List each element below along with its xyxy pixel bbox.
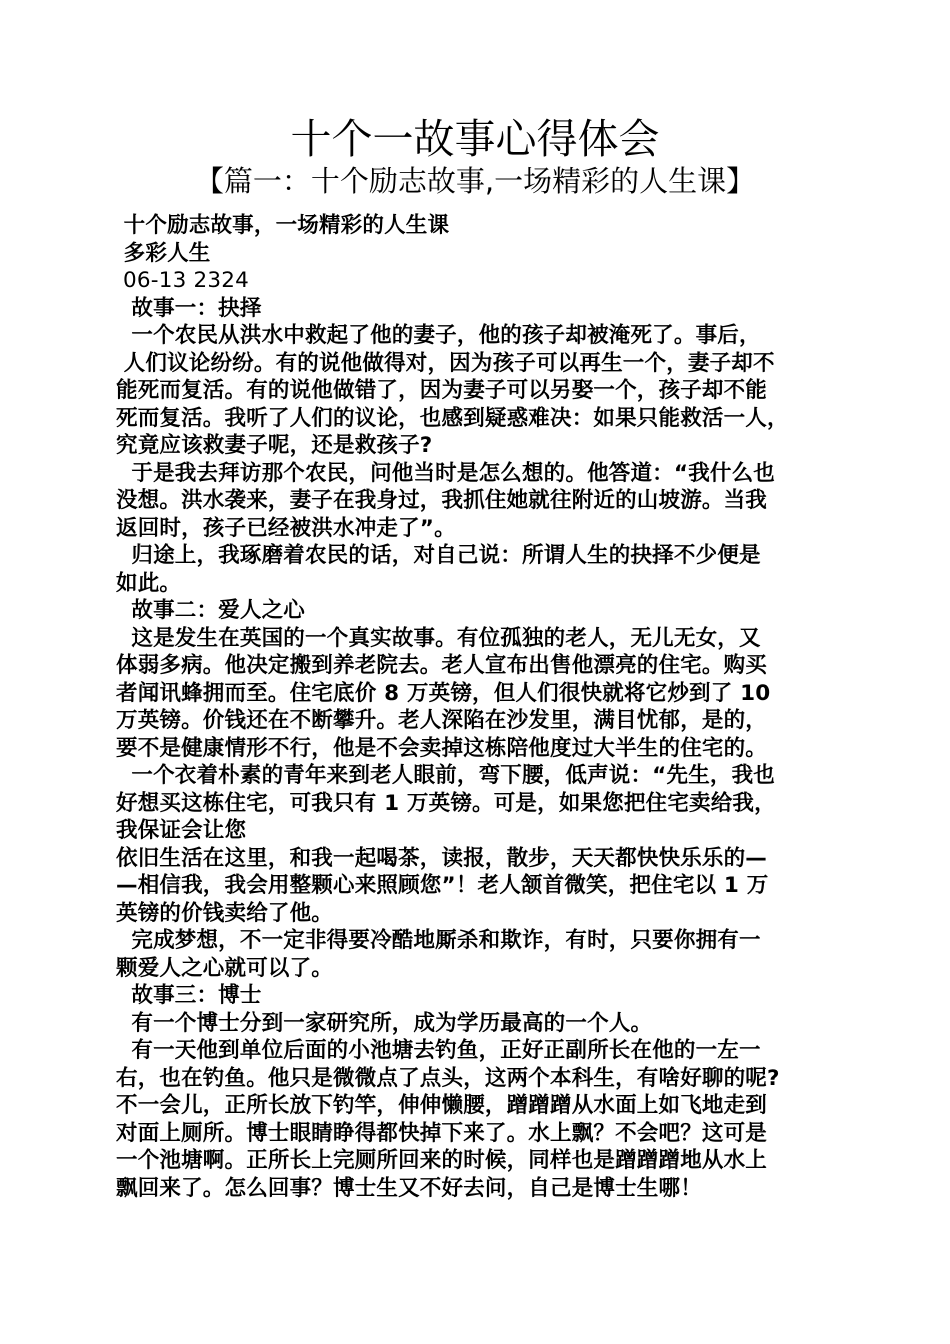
article-heading: 十个励志故事，一场精彩的人生课 bbox=[116, 213, 450, 238]
text-line: 一个衣着朴素的青年来到老人眼前，弯下腰，低声说：“先生，我也 bbox=[116, 763, 776, 788]
text-line: 不一会儿，正所长放下钓竿，伸伸懒腰，蹭蹭蹭从水面上如飞地走到 bbox=[116, 1093, 768, 1118]
text-line: 人们议论纷纷。有的说他做得对，因为孩子可以再生一个，妻子却不 bbox=[116, 350, 775, 376]
article-source: 多彩人生 bbox=[116, 240, 211, 266]
article-date: 06-13 2324 bbox=[116, 268, 250, 293]
text-line: 飘回来了。怎么回事？博士生又不好去问，自己是博士生哪！ bbox=[116, 1175, 702, 1201]
text-line: 对面上厕所。博士眼睛睁得都快掉下来了。水上飘？不会吧？这可是 bbox=[116, 1120, 768, 1146]
text-line: 颗爱人之心就可以了。 bbox=[116, 955, 334, 981]
text-line: 依旧生活在这里，和我一起喝茶，读报，散步，天天都快快乐乐的— bbox=[116, 845, 768, 871]
text-line: 有一个博士分到一家研究所，成为学历最高的一个人。 bbox=[116, 1010, 653, 1036]
text-line: 体弱多病。他决定搬到养老院去。老人宣布出售他漂亮的住宅。购买 bbox=[116, 653, 768, 678]
text-line: 有一天他到单位后面的小池塘去钓鱼，正好正副所长在他的一左一 bbox=[116, 1038, 761, 1063]
text-line: —相信我，我会用整颗心来照顾您”！老人颔首微笑，把住宅以 1 万 bbox=[116, 873, 769, 898]
text-line: 究竟应该救妻子呢，还是救孩子? bbox=[116, 433, 433, 458]
text-line: 我保证会让您 bbox=[116, 818, 247, 843]
text-line: 万英镑。价钱还在不断攀升。老人深陷在沙发里，满目忧郁，是的， bbox=[116, 708, 768, 733]
document-title: 十个一故事心得体会 bbox=[290, 115, 660, 163]
text-line: 归途上，我琢磨着农民的话，对自己说：所谓人生的抉择不少便是 bbox=[116, 543, 761, 568]
text-line: 返回时，孩子已经被洪水冲走了”。 bbox=[116, 515, 456, 541]
text-line: 好想买这栋住宅，可我只有 1 万英镑。可是，如果您把住宅卖给我， bbox=[116, 790, 776, 816]
text-line: 者闻讯蜂拥而至。住宅底价 8 万英镑，但人们很快就将它炒到了 10 bbox=[116, 680, 771, 706]
text-line: 如此。 bbox=[116, 570, 182, 596]
story-heading: 故事一：抉择 bbox=[116, 295, 262, 321]
text-line: 能死而复活。有的说他做错了，因为妻子可以另娶一个，孩子却不能 bbox=[116, 378, 768, 403]
text-line: 于是我去拜访那个农民，问他当时是怎么想的。他答道：“我什么也 bbox=[116, 460, 776, 486]
text-line: 死而复活。我听了人们的议论，也感到疑惑难决：如果只能救活一人， bbox=[116, 405, 789, 431]
document-body bbox=[116, 212, 842, 1202]
text-line: 右，也在钓鱼。他只是微微点了点头，这两个本科生，有啥好聊的呢? bbox=[116, 1065, 780, 1091]
text-line: 完成梦想，不一定非得要冷酷地厮杀和欺诈，有时，只要你拥有一 bbox=[116, 928, 761, 953]
document-subtitle: 【篇一：十个励志故事,一场精彩的人生课】 bbox=[194, 164, 756, 198]
story-heading: 故事三：博士 bbox=[116, 983, 262, 1008]
text-line: 英镑的价钱卖给了他。 bbox=[116, 900, 334, 926]
text-line: 一个农民从洪水中救起了他的妻子，他的孩子却被淹死了。事后， bbox=[116, 323, 761, 348]
text-line: 一个池塘啊。正所长上完厕所回来的时候，同样也是蹭蹭蹭地从水上 bbox=[116, 1148, 768, 1173]
text-line: 这是发生在英国的一个真实故事。有位孤独的老人，无儿无女，又 bbox=[116, 625, 761, 651]
text-line: 要不是健康情形不行，他是不会卖掉这栋陪他度过大半生的住宅的。 bbox=[116, 735, 768, 761]
text-line: 没想。洪水袭来，妻子在我身过，我抓住她就往附近的山坡游。当我 bbox=[116, 488, 768, 513]
story-heading: 故事二：爱人之心 bbox=[116, 598, 305, 623]
